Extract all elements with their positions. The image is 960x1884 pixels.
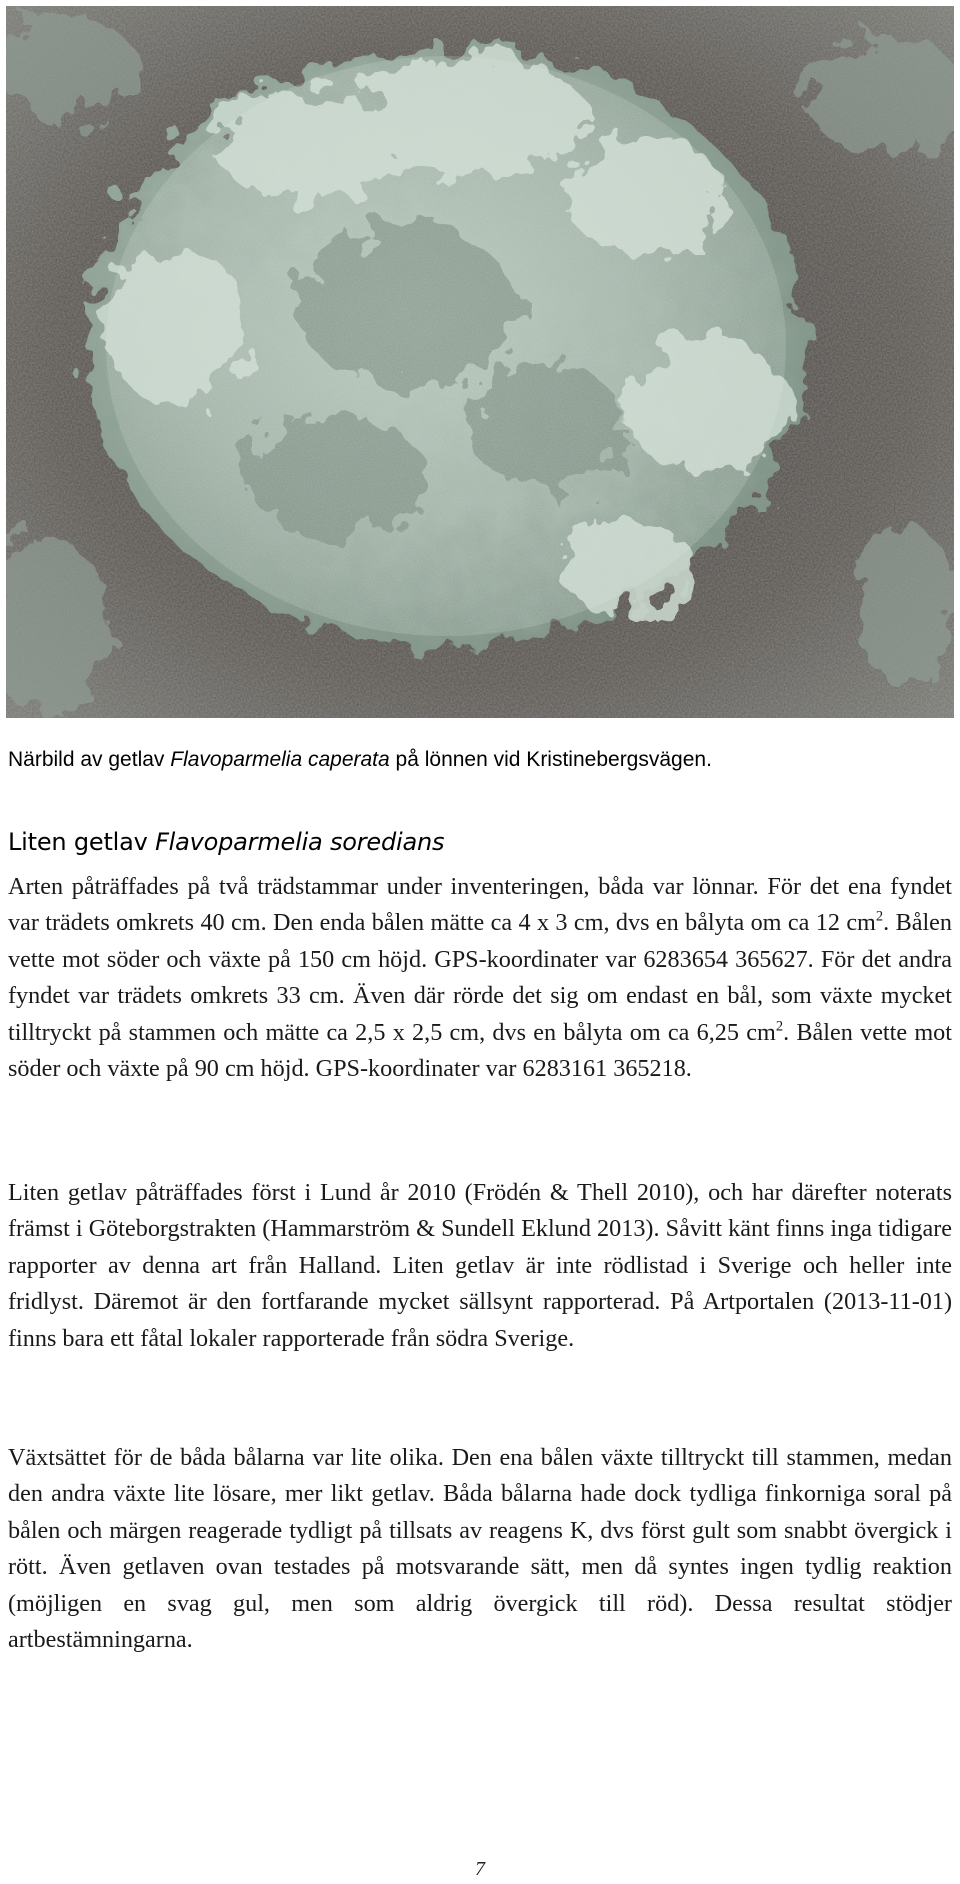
superscript-2: 2 <box>775 1018 784 1035</box>
paragraph-3: Växtsättet för de båda bålarna var lite olika. Den ena bålen växte tilltryckt till stammen, medan den andra växte lite lösare, mer likt getlav. Båda bålarna hade dock tydliga finkorniga soral på bålen och märgen reagerade tydligt på tillsats av reagens K, dvs först gult som snabbt övergick i rött. Även getlaven ovan testades på motsvarande sätt, men då syntes ingen tydlig reaktion (möjligen en svag gul, men som aldrig övergick till röd). Dessa resultat stödjer artbestämningarna. <box>8 1444 952 1654</box>
photo-caption <box>8 746 952 774</box>
caption-text-before: Närbild av getlav <box>8 748 171 771</box>
paragraph-2: Liten getlav påträffades först i Lund år 2010 (Frödén & Thell 2010), och har därefter noterats främst i Göteborgstrakten (Hammarström & Sundell Eklund 2013). Såvitt känt finns inga tidigare rapporter av denna art från Halland. Liten getlav är inte rödlistad i Sverige och heller inte fridlyst. Däremot är den fortfarande mycket sällsynt rapporterad. På Artportalen (2013-11-01) finns bara ett fåtal lokaler rapporterade från södra Sverige. <box>8 1179 952 1352</box>
paragraph-1-part-1: Arten påträffades på två trädstammar under inventeringen, båda var lönnar. För det ena fyndet var trädets omkrets 40 cm. Den enda bålen mätte ca 4 x 3 cm, dvs en bålyta om ca 12 cm <box>8 873 952 937</box>
page-number: 7 <box>475 1858 485 1880</box>
section-heading <box>8 826 952 858</box>
heading-species: Flavoparmelia soredians <box>155 828 445 856</box>
paragraph-1-part-3: . Bålen vette mot söder och växte på 90 cm höjd. GPS-koordinater var 6283161 365218. <box>8 1018 952 1083</box>
heading-common-name: Liten getlav <box>8 828 156 856</box>
caption-text-after: på lönnen vid Kristinebergsvägen. <box>389 748 712 771</box>
caption-species: Flavoparmelia caperata <box>170 748 390 771</box>
paragraph-1-part-2: . Bålen vette mot söder och växte på 150 cm höjd. GPS-koordinater var 6283654 365627. För det andra fyndet var trädets omkrets 33 cm. Även där rörde det sig om endast en bål, som växte mycket tilltryckt på stammen och mätte ca 2,5 x 2,5 cm, dvs en bålyta om ca 6,25 cm <box>8 909 952 1046</box>
superscript-2: 2 <box>875 908 884 925</box>
paragraph-1 <box>8 869 952 1087</box>
lichen-photo <box>6 6 954 718</box>
